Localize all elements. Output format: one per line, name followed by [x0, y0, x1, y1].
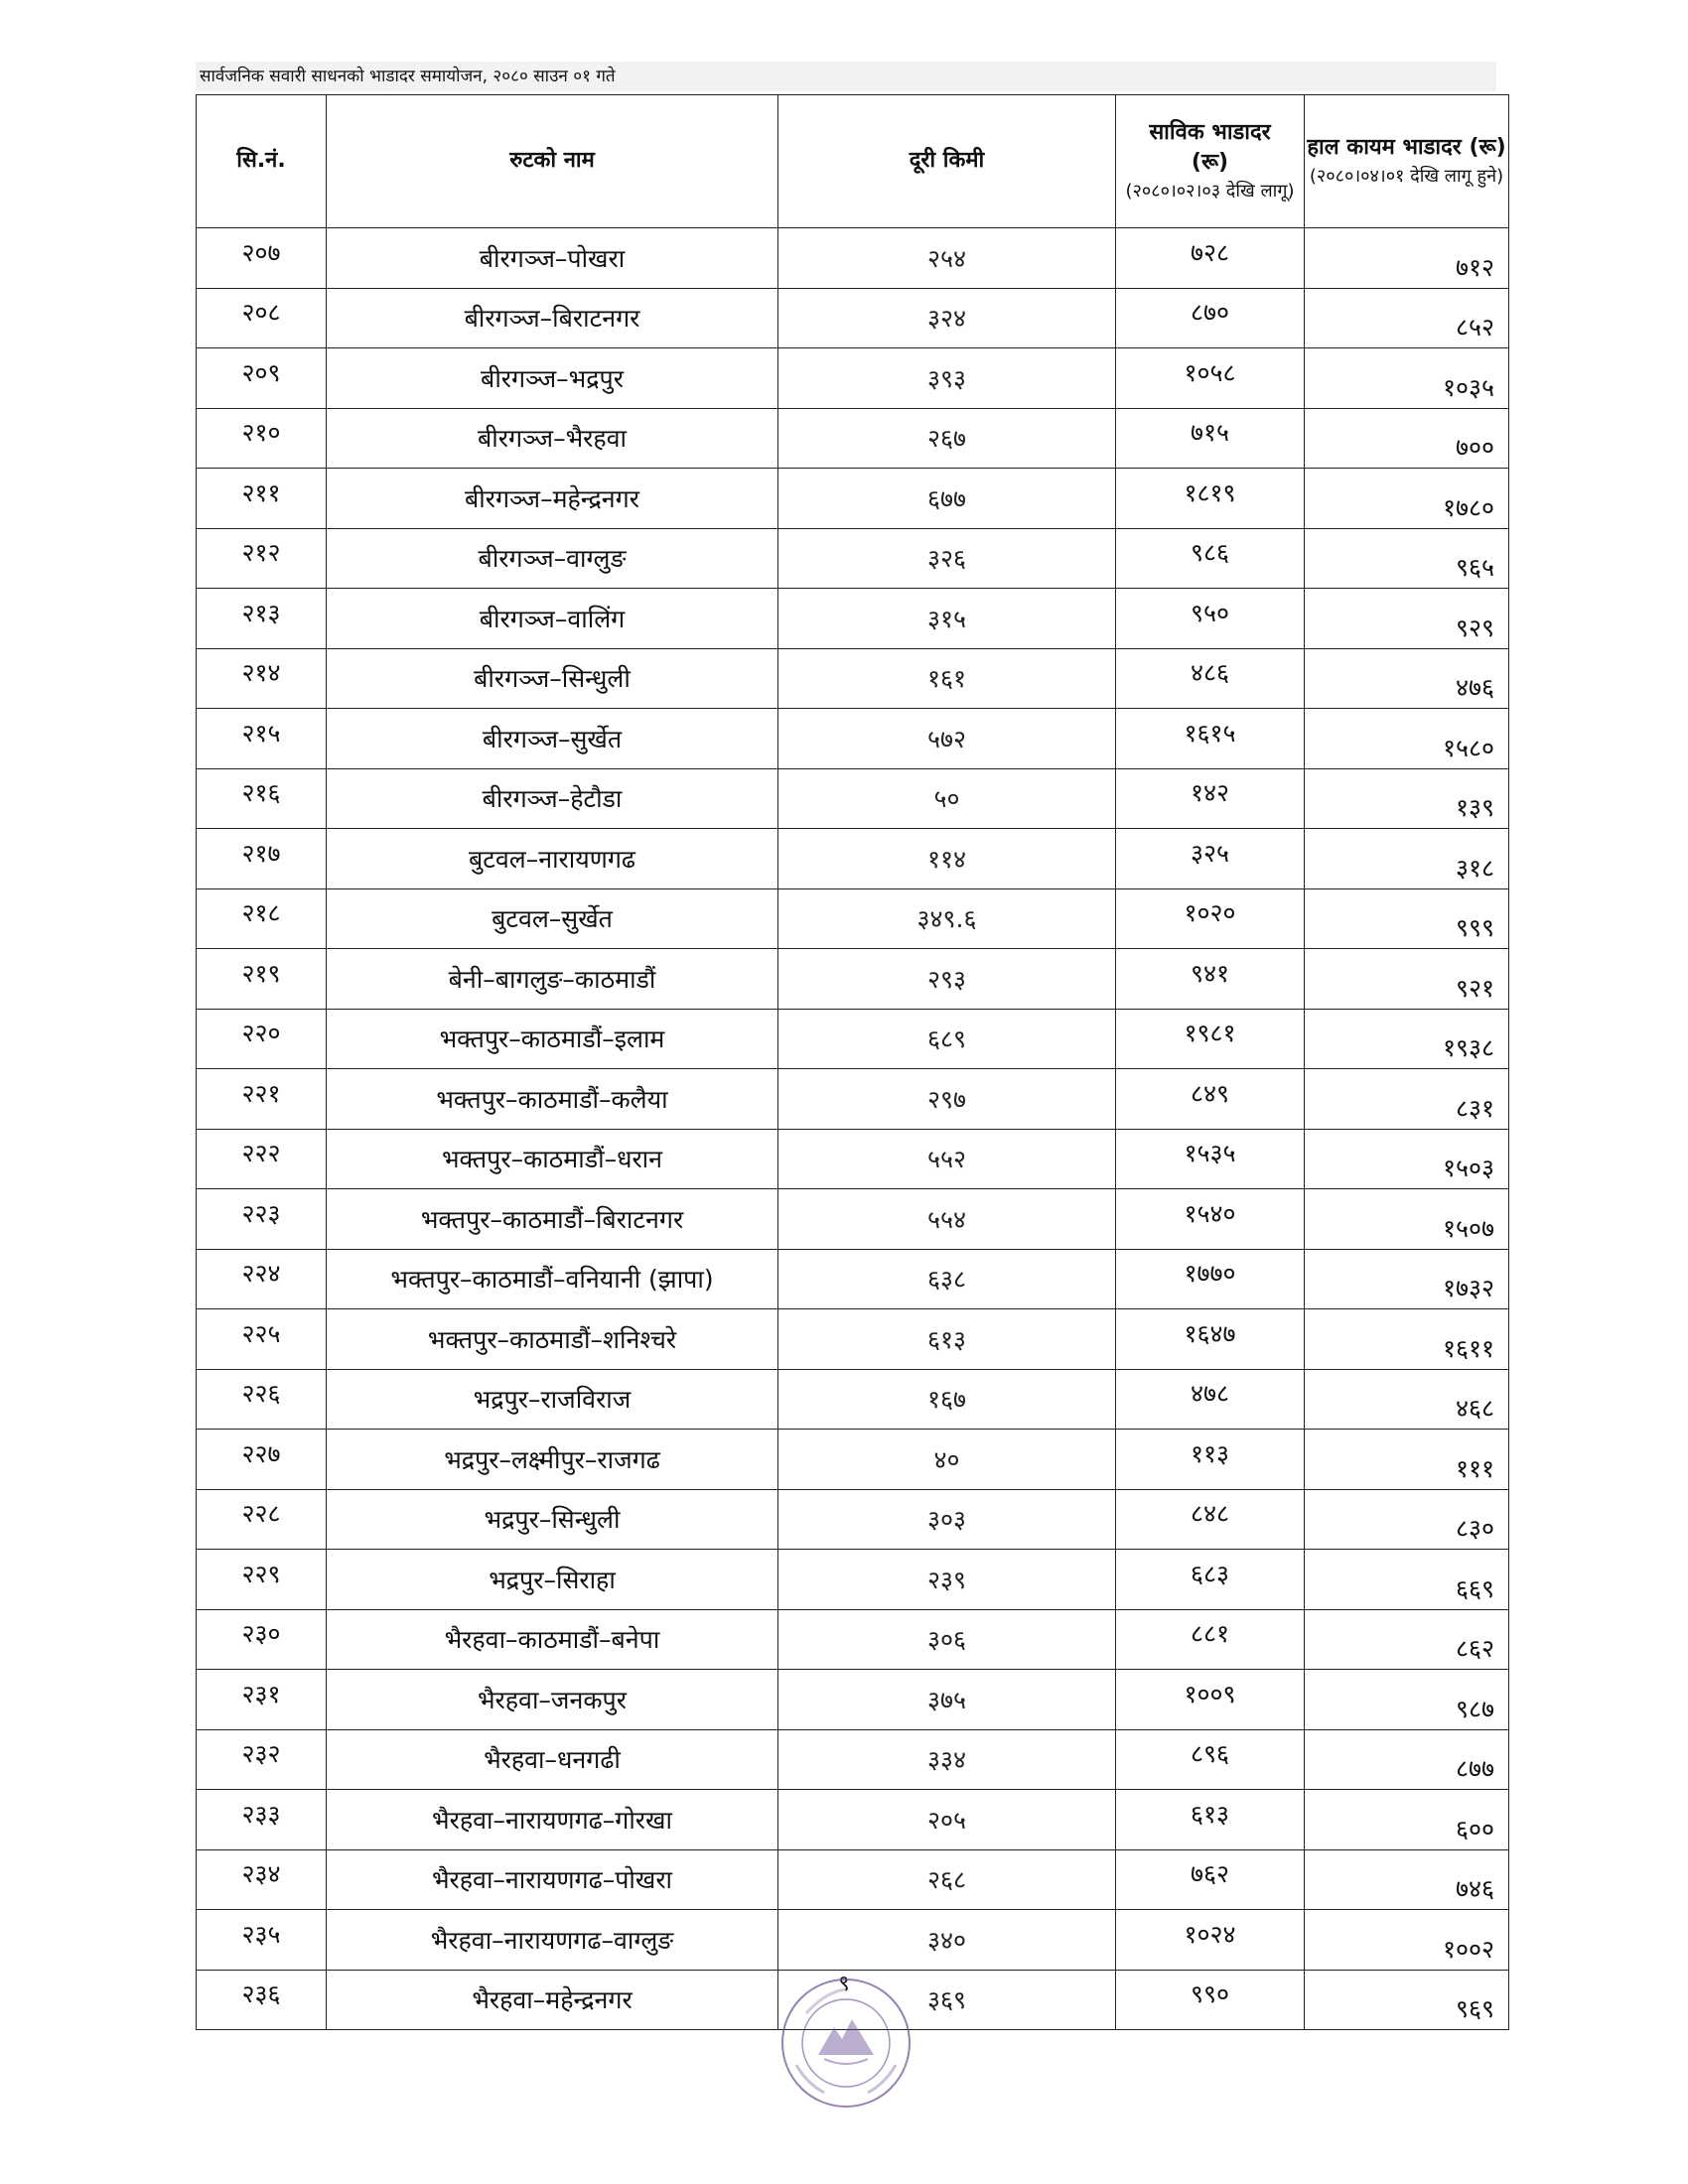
row-distance: ३०६ — [778, 1609, 1116, 1670]
row-new-fare: १५८० — [1305, 709, 1509, 769]
row-serial-number: २१२ — [197, 528, 327, 589]
row-route-name: बीरगञ्ज–भद्रपुर — [327, 348, 778, 409]
row-new-fare: ८६२ — [1305, 1609, 1509, 1670]
old-fare-title: साविक भाडादर — [1149, 119, 1271, 145]
row-distance: २०५ — [778, 1790, 1116, 1850]
table-row — [197, 288, 1509, 348]
row-old-fare: ९८६ — [1116, 528, 1305, 589]
row-distance: ३३४ — [778, 1729, 1116, 1790]
row-distance: ३२४ — [778, 288, 1116, 348]
official-seal-icon — [776, 1974, 915, 2113]
row-route-name: बीरगञ्ज–वालिंग — [327, 589, 778, 649]
row-serial-number: २०९ — [197, 348, 327, 409]
row-distance: १६७ — [778, 1369, 1116, 1430]
row-serial-number: २१८ — [197, 888, 327, 949]
row-distance: ३४० — [778, 1910, 1116, 1971]
row-old-fare: १०२० — [1116, 888, 1305, 949]
row-serial-number: २१९ — [197, 949, 327, 1010]
row-route-name: भद्रपुर–लक्ष्मीपुर–राजगढ — [327, 1430, 778, 1490]
row-distance: ५७२ — [778, 709, 1116, 769]
row-route-name: बुटवल–सुर्खेत — [327, 888, 778, 949]
row-old-fare: ४७८ — [1116, 1369, 1305, 1430]
row-old-fare: १९८१ — [1116, 1009, 1305, 1069]
column-header-new-fare — [1305, 95, 1509, 228]
row-new-fare: ८३१ — [1305, 1069, 1509, 1130]
table-row — [197, 888, 1509, 949]
new-fare-title: हाल कायम भाडादर (रू) — [1307, 135, 1506, 161]
row-distance: ३६९ — [778, 1970, 1116, 2030]
row-old-fare: १८१९ — [1116, 469, 1305, 529]
column-header-old-fare — [1116, 95, 1305, 228]
row-new-fare: ९२१ — [1305, 949, 1509, 1010]
table-row — [197, 1430, 1509, 1490]
row-distance: ३१५ — [778, 589, 1116, 649]
row-new-fare: ९६९ — [1305, 1970, 1509, 2030]
table-row — [197, 1489, 1509, 1550]
row-new-fare: ८७७ — [1305, 1729, 1509, 1790]
row-distance: ३४९.६ — [778, 888, 1116, 949]
table-row — [197, 1910, 1509, 1971]
row-old-fare: ७२८ — [1116, 228, 1305, 289]
row-serial-number: २२६ — [197, 1369, 327, 1430]
table-header-row — [197, 95, 1509, 228]
row-old-fare: १६४७ — [1116, 1309, 1305, 1370]
row-route-name: भक्तपुर–काठमाडौं–वनियानी (झापा) — [327, 1249, 778, 1309]
row-distance: २९३ — [778, 949, 1116, 1010]
row-route-name: बीरगञ्ज–सुर्खेत — [327, 709, 778, 769]
row-new-fare: ९९९ — [1305, 888, 1509, 949]
row-serial-number: २१६ — [197, 768, 327, 829]
row-old-fare: ७१५ — [1116, 408, 1305, 469]
table-row — [197, 829, 1509, 889]
row-new-fare: १९३८ — [1305, 1009, 1509, 1069]
row-route-name: भैरहवा–महेन्द्रनगर — [327, 1970, 778, 2030]
old-fare-unit: (रू) — [1191, 150, 1229, 176]
row-distance: ६७७ — [778, 469, 1116, 529]
row-route-name: बेनी–बागलुङ–काठमाडौं — [327, 949, 778, 1010]
table-row — [197, 1609, 1509, 1670]
row-route-name: भैरहवा–धनगढी — [327, 1729, 778, 1790]
table-row — [197, 1069, 1509, 1130]
row-distance: २३९ — [778, 1550, 1116, 1610]
row-route-name: भैरहवा–नारायणगढ–गोरखा — [327, 1790, 778, 1850]
row-new-fare: ४६८ — [1305, 1369, 1509, 1430]
table-row — [197, 1129, 1509, 1189]
row-new-fare: १५०७ — [1305, 1189, 1509, 1250]
row-route-name: भैरहवा–जनकपुर — [327, 1670, 778, 1730]
table-row — [197, 1729, 1509, 1790]
table-row — [197, 1790, 1509, 1850]
row-new-fare: ९२९ — [1305, 589, 1509, 649]
row-route-name: भद्रपुर–सिराहा — [327, 1550, 778, 1610]
table-row — [197, 589, 1509, 649]
row-new-fare: १०३५ — [1305, 348, 1509, 409]
row-new-fare: ८३० — [1305, 1489, 1509, 1550]
row-serial-number: २३० — [197, 1609, 327, 1670]
row-new-fare: १३९ — [1305, 768, 1509, 829]
row-serial-number: २१७ — [197, 829, 327, 889]
row-distance: ३९३ — [778, 348, 1116, 409]
old-fare-note: (२०८०।०२।०३ देखि लागू) — [1125, 181, 1295, 203]
row-old-fare: ६१३ — [1116, 1790, 1305, 1850]
row-distance: २५४ — [778, 228, 1116, 289]
row-new-fare: ९६५ — [1305, 528, 1509, 589]
row-serial-number: २३१ — [197, 1670, 327, 1730]
row-serial-number: २२७ — [197, 1430, 327, 1490]
row-distance: ६१३ — [778, 1309, 1116, 1370]
row-new-fare: १७३२ — [1305, 1249, 1509, 1309]
row-distance: ५५४ — [778, 1189, 1116, 1250]
row-distance: ५० — [778, 768, 1116, 829]
row-route-name: बीरगञ्ज–बिराटनगर — [327, 288, 778, 348]
row-old-fare: ३२५ — [1116, 829, 1305, 889]
column-header-route: रुटको नाम — [327, 95, 778, 228]
row-route-name: भद्रपुर–सिन्धुली — [327, 1489, 778, 1550]
row-route-name: बीरगञ्ज–वाग्लुङ — [327, 528, 778, 589]
row-serial-number: २२५ — [197, 1309, 327, 1370]
row-new-fare: १५०३ — [1305, 1129, 1509, 1189]
row-distance: ३७५ — [778, 1670, 1116, 1730]
row-old-fare: ६८३ — [1116, 1550, 1305, 1610]
row-new-fare: ७०० — [1305, 408, 1509, 469]
table-row — [197, 1849, 1509, 1910]
row-old-fare: ८४९ — [1116, 1069, 1305, 1130]
row-serial-number: २१३ — [197, 589, 327, 649]
row-old-fare: ९५० — [1116, 589, 1305, 649]
table-row — [197, 648, 1509, 709]
row-new-fare: ६०० — [1305, 1790, 1509, 1850]
row-distance: ६८९ — [778, 1009, 1116, 1069]
table-row — [197, 1369, 1509, 1430]
row-old-fare: १०५८ — [1116, 348, 1305, 409]
fare-table — [196, 94, 1509, 2030]
row-serial-number: २३५ — [197, 1910, 327, 1971]
table-row — [197, 1009, 1509, 1069]
row-new-fare: ७१२ — [1305, 228, 1509, 289]
row-old-fare: १५४० — [1116, 1189, 1305, 1250]
row-route-name: बीरगञ्ज–सिन्धुली — [327, 648, 778, 709]
row-old-fare: ४८६ — [1116, 648, 1305, 709]
row-distance: ११४ — [778, 829, 1116, 889]
row-distance: २६७ — [778, 408, 1116, 469]
row-serial-number: २३६ — [197, 1970, 327, 2030]
row-old-fare: ९९० — [1116, 1970, 1305, 2030]
row-serial-number: २०८ — [197, 288, 327, 348]
table-row — [197, 469, 1509, 529]
row-old-fare: १६१५ — [1116, 709, 1305, 769]
row-old-fare: ७६२ — [1116, 1849, 1305, 1910]
table-row — [197, 528, 1509, 589]
table-row — [197, 949, 1509, 1010]
row-new-fare: ९८७ — [1305, 1670, 1509, 1730]
row-distance: २९७ — [778, 1069, 1116, 1130]
column-header-sn: सि.नं. — [197, 95, 327, 228]
row-route-name: भक्तपुर–काठमाडौं–बिराटनगर — [327, 1189, 778, 1250]
row-route-name: भैरहवा–नारायणगढ–पोखरा — [327, 1849, 778, 1910]
table-row — [197, 1670, 1509, 1730]
row-serial-number: २२९ — [197, 1550, 327, 1610]
table-row — [197, 1189, 1509, 1250]
row-serial-number: २२४ — [197, 1249, 327, 1309]
row-route-name: भक्तपुर–काठमाडौं–शनिश्चरे — [327, 1309, 778, 1370]
table-row — [197, 1249, 1509, 1309]
row-old-fare: १००९ — [1116, 1670, 1305, 1730]
row-new-fare: १७८० — [1305, 469, 1509, 529]
table-row — [197, 348, 1509, 409]
row-old-fare: ८७० — [1116, 288, 1305, 348]
row-serial-number: २१५ — [197, 709, 327, 769]
fare-table-body — [197, 228, 1509, 2030]
row-serial-number: २३३ — [197, 1790, 327, 1850]
row-old-fare: ८९६ — [1116, 1729, 1305, 1790]
row-new-fare: १००२ — [1305, 1910, 1509, 1971]
table-row — [197, 1550, 1509, 1610]
row-new-fare: ३१८ — [1305, 829, 1509, 889]
row-route-name: भक्तपुर–काठमाडौं–धरान — [327, 1129, 778, 1189]
row-new-fare: ४७६ — [1305, 648, 1509, 709]
table-row — [197, 1309, 1509, 1370]
row-new-fare: १६११ — [1305, 1309, 1509, 1370]
table-row — [197, 228, 1509, 289]
row-serial-number: २२३ — [197, 1189, 327, 1250]
row-route-name: बीरगञ्ज–पोखरा — [327, 228, 778, 289]
table-row — [197, 408, 1509, 469]
row-distance: २६८ — [778, 1849, 1116, 1910]
row-route-name: भैरहवा–काठमाडौं–बनेपा — [327, 1609, 778, 1670]
row-route-name: भक्तपुर–काठमाडौं–इलाम — [327, 1009, 778, 1069]
table-row — [197, 768, 1509, 829]
row-distance: ४० — [778, 1430, 1116, 1490]
page-number: ९ — [838, 1972, 850, 1996]
row-serial-number: २२० — [197, 1009, 327, 1069]
row-serial-number: २०७ — [197, 228, 327, 289]
row-serial-number: २२२ — [197, 1129, 327, 1189]
row-distance: ३०३ — [778, 1489, 1116, 1550]
row-serial-number: २३२ — [197, 1729, 327, 1790]
row-route-name: भक्तपुर–काठमाडौं–कलैया — [327, 1069, 778, 1130]
row-new-fare: ६६९ — [1305, 1550, 1509, 1610]
row-serial-number: २२८ — [197, 1489, 327, 1550]
row-old-fare: ११३ — [1116, 1430, 1305, 1490]
row-serial-number: २१० — [197, 408, 327, 469]
row-new-fare: ७४६ — [1305, 1849, 1509, 1910]
row-route-name: भैरहवा–नारायणगढ–वाग्लुङ — [327, 1910, 778, 1971]
row-old-fare: १७७० — [1116, 1249, 1305, 1309]
row-route-name: बीरगञ्ज–महेन्द्रनगर — [327, 469, 778, 529]
row-serial-number: २११ — [197, 469, 327, 529]
row-route-name: बीरगञ्ज–हेटौडा — [327, 768, 778, 829]
row-new-fare: ८५२ — [1305, 288, 1509, 348]
row-distance: ६३८ — [778, 1249, 1116, 1309]
row-serial-number: २२१ — [197, 1069, 327, 1130]
row-old-fare: ९४१ — [1116, 949, 1305, 1010]
row-distance: ५५२ — [778, 1129, 1116, 1189]
row-old-fare: १४२ — [1116, 768, 1305, 829]
row-route-name: बीरगञ्ज–भैरहवा — [327, 408, 778, 469]
row-distance: ३२६ — [778, 528, 1116, 589]
row-new-fare: १११ — [1305, 1430, 1509, 1490]
table-row — [197, 709, 1509, 769]
row-serial-number: २१४ — [197, 648, 327, 709]
row-serial-number: २३४ — [197, 1849, 327, 1910]
column-header-distance: दूरी किमी — [778, 95, 1116, 228]
row-route-name: भद्रपुर–राजविराज — [327, 1369, 778, 1430]
document-header: सार्वजनिक सवारी साधनको भाडादर समायोजन, २०८० साउन ०१ गते — [196, 62, 1496, 91]
row-old-fare: १५३५ — [1116, 1129, 1305, 1189]
row-old-fare: १०२४ — [1116, 1910, 1305, 1971]
row-route-name: बुटवल–नारायणगढ — [327, 829, 778, 889]
row-distance: १६१ — [778, 648, 1116, 709]
row-old-fare: ८८१ — [1116, 1609, 1305, 1670]
new-fare-note: (२०८०।०४।०१ देखि लागू हुने) — [1309, 165, 1504, 187]
row-old-fare: ८४८ — [1116, 1489, 1305, 1550]
